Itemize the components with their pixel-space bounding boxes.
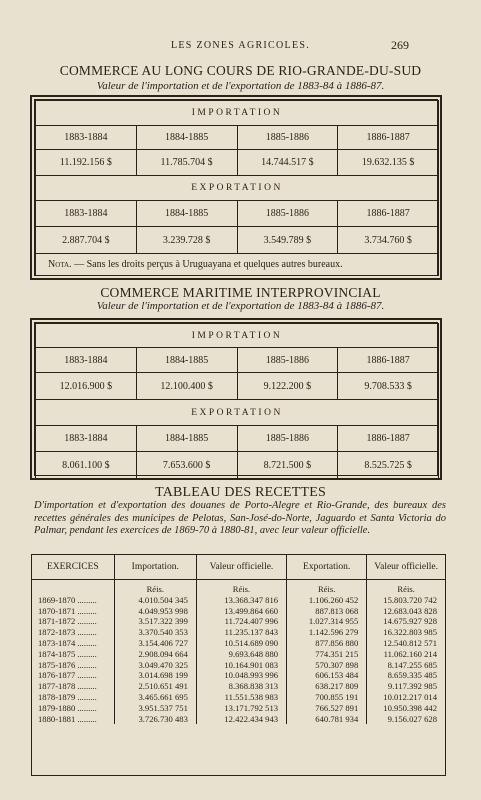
amount-cell: 8.147.255 685 bbox=[387, 659, 437, 670]
amount-cell: 606.153 484 bbox=[287, 670, 367, 681]
amount-cell: 15.803.720 742 bbox=[383, 594, 437, 605]
amount-cell: 3.049.470 325 bbox=[114, 660, 196, 671]
amount-cell: 1.106.260 452 bbox=[287, 595, 367, 606]
year-cell: 1885-1886 bbox=[237, 348, 338, 373]
amount-cell: 10.012.217 014 bbox=[383, 691, 437, 702]
exercice-cell: 1870-1871 ......... bbox=[32, 606, 114, 617]
value-cell: 8.061.100 $ bbox=[36, 452, 137, 480]
section3-title: TABLEAU DES RECETTES bbox=[155, 485, 326, 500]
exercice-cell: 1878-1879 ......... bbox=[32, 692, 114, 703]
value-cell: 2.887.704 $ bbox=[36, 227, 137, 254]
amount-cell: 11.724.407 996 bbox=[196, 616, 286, 627]
exercice-cell: 1874-1875 ......... bbox=[32, 649, 114, 660]
amount-cell: 3.465.661 695 bbox=[114, 692, 196, 703]
amount-cell: 16.322.803 985 bbox=[383, 627, 437, 638]
year-cell: 1886-1887 bbox=[338, 201, 439, 227]
import-band: IMPORTATION bbox=[36, 101, 439, 126]
amount-cell: 10.048.993 996 bbox=[196, 670, 286, 681]
amount-cell: 1.027.314 955 bbox=[287, 616, 367, 627]
table-row bbox=[32, 714, 445, 725]
exercice-cell: 1872-1873 ......... bbox=[32, 627, 114, 638]
year-cell: 1885-1886 bbox=[237, 201, 338, 227]
section1-title: COMMERCE AU LONG COURS DE RIO-GRANDE-DU-SUD bbox=[59, 63, 422, 78]
interprovincial-table bbox=[30, 318, 442, 480]
amount-cell: 2.908.094 664 bbox=[114, 649, 196, 660]
value-cell: 12.016.900 $ bbox=[36, 373, 137, 400]
amount-cell: 700.855 191 bbox=[287, 692, 367, 703]
year-cell: 1884-1885 bbox=[136, 126, 237, 150]
amount-cell: 766.527 891 bbox=[287, 703, 367, 714]
amount-cell: 570.307 898 bbox=[287, 660, 367, 671]
recettes-rows bbox=[32, 595, 445, 725]
running-header bbox=[0, 38, 481, 54]
value-cell: 14.744.517 $ bbox=[237, 150, 338, 176]
value-cell: 11.785.704 $ bbox=[136, 150, 237, 176]
section3-intro: D'importation et d'exportation des douanes de Porto-Alegre et Rio-Grande, des bureaux des recettes générales des municipes de Pelotas, San-José-do-Norte, Jaguardo et Santa Victoria do Palmar, pendant les exercices de 1869-70 à 1880-81, avec leur valeur officielle. bbox=[34, 500, 446, 537]
value-cell: 19.632.135 $ bbox=[338, 150, 439, 176]
amount-cell: 774.351 215 bbox=[287, 649, 367, 660]
col-header-exportation: Exportation. bbox=[287, 555, 367, 580]
import-band: IMPORTATION bbox=[36, 324, 439, 348]
recettes-table bbox=[31, 554, 446, 776]
exercice-cell: 1876-1877 ......... bbox=[32, 670, 114, 681]
unit-label: Réis. bbox=[397, 584, 415, 594]
amount-cell: 1.142.596 279 bbox=[287, 627, 367, 638]
amount-cell: 3.951.537 751 bbox=[114, 703, 196, 714]
table-row bbox=[32, 703, 445, 714]
amount-cell: 887.813 068 bbox=[287, 606, 367, 617]
amount-cell: 4.010.504 345 bbox=[114, 595, 196, 606]
value-cell: 7.653.600 $ bbox=[136, 452, 237, 480]
unit-label: Réis. bbox=[196, 580, 286, 595]
amount-cell: 8.659.335 485 bbox=[387, 670, 437, 681]
amount-cell: 12.422.434 943 bbox=[196, 714, 286, 725]
note-text: — Sans les droits perçus à Uruguayana et quelques autres bureaux. bbox=[74, 259, 343, 270]
amount-cell: 3.726.730 483 bbox=[114, 714, 196, 725]
amount-cell: 3.370.540 353 bbox=[114, 627, 196, 638]
amount-cell: 640.781 934 bbox=[287, 714, 367, 725]
amount-cell: 13.171.792 513 bbox=[196, 703, 286, 714]
table-row bbox=[32, 616, 445, 627]
year-cell: 1884-1885 bbox=[136, 201, 237, 227]
table-row bbox=[32, 692, 445, 703]
unit-label: Réis. bbox=[287, 580, 367, 595]
amount-cell: 638.217 809 bbox=[287, 681, 367, 692]
col-header-exercices: EXERCICES bbox=[32, 555, 114, 580]
amount-cell: 11.235.137 843 bbox=[196, 627, 286, 638]
year-cell: 1886-1887 bbox=[338, 426, 439, 452]
col-header-importation: Importation. bbox=[114, 555, 196, 580]
amount-cell: 8.368.838 313 bbox=[196, 681, 286, 692]
section2-subtitle: Valeur de l'importation et de l'exportation de 1883-84 à 1886-87. bbox=[96, 300, 385, 312]
year-cell: 1885-1886 bbox=[237, 126, 338, 150]
table-row bbox=[32, 660, 445, 671]
table-row bbox=[32, 627, 445, 638]
table-row bbox=[32, 681, 445, 692]
year-cell: 1884-1885 bbox=[136, 348, 237, 373]
table-row bbox=[32, 670, 445, 681]
table-row bbox=[32, 606, 445, 617]
amount-cell: 13.368.347 816 bbox=[196, 595, 286, 606]
running-title: LES ZONES AGRICOLES. bbox=[170, 40, 311, 51]
year-cell: 1883-1884 bbox=[36, 426, 137, 452]
value-cell: 12.100.400 $ bbox=[136, 373, 237, 400]
amount-cell: 2.510.651 491 bbox=[114, 681, 196, 692]
page-number: 269 bbox=[391, 38, 409, 52]
table-note bbox=[36, 254, 439, 276]
amount-cell: 9.693.648 880 bbox=[196, 649, 286, 660]
year-cell: 1884-1885 bbox=[136, 426, 237, 452]
exercice-cell: 1871-1872 ......... bbox=[32, 616, 114, 627]
value-cell: 9.708.533 $ bbox=[338, 373, 439, 400]
amount-cell: 13.499.864 660 bbox=[196, 606, 286, 617]
value-cell: 3.734.760 $ bbox=[338, 227, 439, 254]
year-cell: 1885-1886 bbox=[237, 426, 338, 452]
year-cell: 1883-1884 bbox=[36, 348, 137, 373]
unit-label: Réis. bbox=[114, 580, 196, 595]
year-cell: 1883-1884 bbox=[36, 126, 137, 150]
amount-cell: 3.014.698 199 bbox=[114, 670, 196, 681]
amount-cell: 11.551.538 983 bbox=[196, 692, 286, 703]
amount-cell: 12.540.812 571 bbox=[383, 637, 437, 648]
table-row bbox=[32, 595, 445, 606]
amount-cell: 3.517.322 399 bbox=[114, 616, 196, 627]
exercice-cell: 1877-1878 ......... bbox=[32, 681, 114, 692]
col-header-valeur-import: Valeur officielle. bbox=[196, 555, 286, 580]
value-cell: 3.239.728 $ bbox=[136, 227, 237, 254]
value-cell: 3.549.789 $ bbox=[237, 227, 338, 254]
export-band: EXPORTATION bbox=[36, 176, 439, 201]
amount-cell: 10.164.901 083 bbox=[196, 660, 286, 671]
exercice-cell: 1869-1870 ......... bbox=[32, 595, 114, 606]
section2-title: COMMERCE MARITIME INTERPROVINCIAL bbox=[100, 285, 381, 300]
exercice-cell: 1880-1881 ......... bbox=[32, 714, 114, 725]
export-band: EXPORTATION bbox=[36, 400, 439, 426]
long-cours-table bbox=[30, 95, 442, 280]
year-cell: 1886-1887 bbox=[338, 348, 439, 373]
amount-cell: 10.950.398 442 bbox=[383, 702, 437, 713]
col-header-valeur-export: Valeur officielle. bbox=[367, 555, 445, 580]
value-cell: 8.721.500 $ bbox=[237, 452, 338, 480]
amount-cell: 12.683.043 828 bbox=[383, 605, 437, 616]
amount-cell: 4.049.953 998 bbox=[114, 606, 196, 617]
amount-cell: 9.117.392 985 bbox=[387, 681, 437, 692]
amount-cell: 10.514.689 090 bbox=[196, 638, 286, 649]
amount-cell: 11.062.160 214 bbox=[383, 648, 437, 659]
value-cell: 9.122.200 $ bbox=[237, 373, 338, 400]
year-cell: 1883-1884 bbox=[36, 201, 137, 227]
amount-cell: 877.856 880 bbox=[287, 638, 367, 649]
value-cell: 11.192.156 $ bbox=[36, 150, 137, 176]
exercice-cell: 1879-1880 ......... bbox=[32, 703, 114, 714]
amount-cell: 3.154.406 727 bbox=[114, 638, 196, 649]
exercice-cell: 1875-1876 ......... bbox=[32, 660, 114, 671]
amount-cell: 14.675.927 928 bbox=[383, 616, 437, 627]
section1-subtitle: Valeur de l'importation et de l'exportation de 1883-84 à 1886-87. bbox=[96, 80, 385, 92]
amount-cell: 9.156.027 628 bbox=[387, 713, 437, 724]
table-row bbox=[32, 638, 445, 649]
year-cell: 1886-1887 bbox=[338, 126, 439, 150]
exercice-cell: 1873-1874 ......... bbox=[32, 638, 114, 649]
note-prefix: Nota. bbox=[48, 259, 72, 270]
value-cell: 8.525.725 $ bbox=[338, 452, 439, 480]
table-row bbox=[32, 649, 445, 660]
